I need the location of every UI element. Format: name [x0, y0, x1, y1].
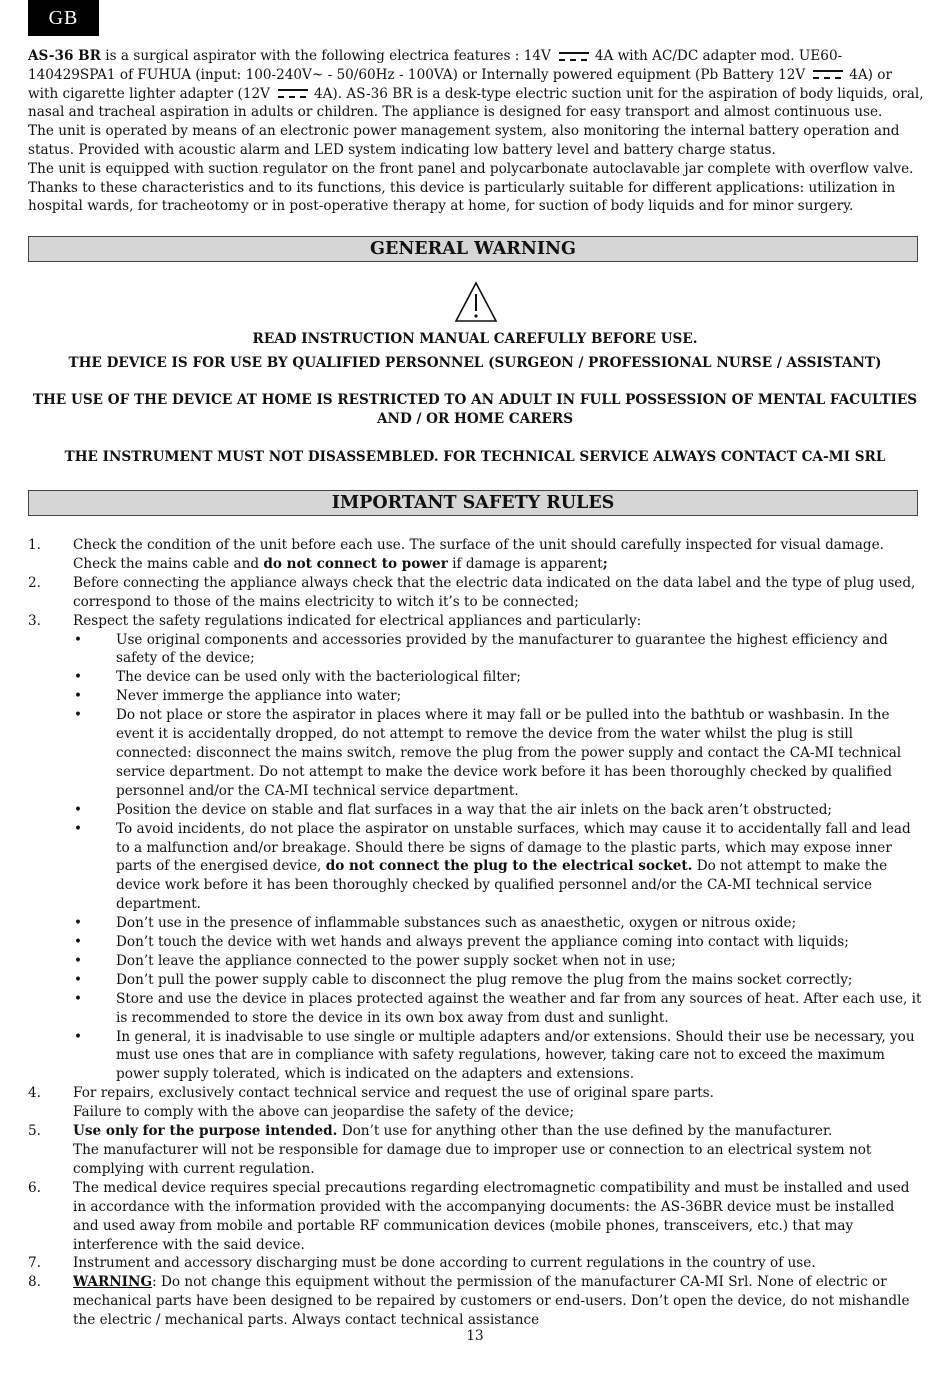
list-item: • Don’t use in the presence of inflammable substances such as anaesthetic, oxygen or nitrous oxide; [73, 914, 923, 933]
warning-line-manual: READ INSTRUCTION MANUAL CAREFULLY BEFORE USE. [252, 331, 698, 347]
intro-text: 4A) or with cigarette lighter adapter (12V [28, 66, 892, 102]
rule-text: Instrument and accessory discharging must be done according to current regulations in the country of use. [73, 1255, 816, 1272]
rule-text: Before connecting the appliance always check that the electric data indicated on the data label and the type of plug used, correspond to those of the mains electricity to witch it’s to be connected; [73, 574, 916, 610]
dc-symbol-icon [813, 70, 843, 80]
bullet-list [73, 631, 923, 1085]
rule-number: 1. [28, 537, 41, 553]
intro-text: 4A with AC/DC adapter mod. UE60-140429SPA1 of FUHUA (input: 100-240V~ - 50/60Hz - 100VA) or Internally powered equipment (Pb Battery 12V [28, 48, 843, 83]
warning-triangle-icon [454, 281, 498, 323]
intro-section [28, 47, 924, 216]
warning-label: WARNING [73, 1274, 153, 1291]
intro-text: is a surgical aspirator with the following electrica features : 14V [100, 48, 551, 64]
dc-symbol-icon [559, 52, 589, 62]
rule-text: WARNING: Do not change this equipment without the permission of the manufacturer CA-MI Srl. None of electric or mechanical parts have been designed to be repaired by customers or end-users. Don’t open the device, do not mishandle the electric / mechanical parts. Always contact technical assistance [73, 1274, 910, 1329]
rule-text: Respect the safety regulations indicated for electrical appliances and particularly: [73, 612, 642, 629]
warning-line-personnel: THE DEVICE IS FOR USE BY QUALIFIED PERSONNEL (SURGEON / PROFESSIONAL NURSE / ASSISTANT) [68, 355, 882, 371]
dc-symbol-icon [278, 89, 308, 99]
safety-rules-list [28, 536, 923, 1330]
rule-item [28, 1179, 923, 1255]
list-item: • Never immerge the appliance into water; [73, 687, 923, 706]
list-item: • Store and use the device in places protected against the weather and far from any sources of heat. After each use, it is recommended to store the device in its own box away from dust and sunlight. [73, 990, 923, 1028]
intro-paragraph-1 [28, 47, 924, 122]
intro-text: 4A). AS-36 BR is a desk-type electric suction unit for the aspiration of body liquids, oral, nasal and tracheal aspiration in adults or children. The appliance is designed for easy transport and almost continuous use. [28, 85, 924, 121]
page-number: 13 [466, 1328, 484, 1344]
intro-paragraph-2: The unit is operated by means of an electronic power management system, also monitoring the internal battery operation and status. Provided with acoustic alarm and LED system indicating low battery level and battery charge status. [28, 123, 900, 158]
rule-text: Check the mains cable and do not connect to power if damage is apparent; [73, 555, 608, 572]
list-item: • Do not place or store the aspirator in places where it may fall or be pulled into the bathtub or washbasin. In the event it is accidentally dropped, do not attempt to remove the device from the water whilst the plug is still connected: disconnect the mains switch, remove the plug from the power supply and contact the CA-MI technical service department. Do not attempt to make the device work before it has been thoroughly checked by qualified personnel and/or the CA-MI technical service department. [73, 706, 923, 801]
rule-number: 7. [28, 1255, 41, 1272]
rule-text: The manufacturer will not be responsible for damage due to improper use or connection to an electrical system not complying with current regulation. [73, 1142, 872, 1177]
rule-text: The medical device requires special precautions regarding electromagnetic compatibility and must be installed and used in accordance with the information provided with the accompanying documents: the AS-36BR device must be installed and used away from mobile and portable RF communication devices (mobile phones, transceivers, etc.) that may interference with the said device. [73, 1179, 910, 1253]
list-item: • Don’t pull the power supply cable to disconnect the plug remove the plug from the mains socket correctly; [73, 971, 923, 990]
warning-line-disassembly: THE INSTRUMENT MUST NOT DISASSEMBLED. FOR TECHNICAL SERVICE ALWAYS CONTACT CA-MI SRL [64, 449, 886, 465]
language-tab: GB [28, 0, 99, 36]
rule-item [28, 1084, 923, 1122]
rule-number: 4. [28, 1085, 41, 1102]
general-warning-heading: GENERAL WARNING [28, 236, 918, 262]
rule-item [28, 574, 923, 612]
model-name: AS-36 BR [28, 48, 101, 64]
intro-paragraph-4: Thanks to these characteristics and to its functions, this device is particularly suitable for different applications: utilization in hospital wards, for tracheotomy or in post-operative therapy at home, for suction of body liquids and for minor surgery. [28, 179, 896, 215]
rule-text: Use only for the purpose intended. Don’t use for anything other than the use defined by the manufacturer. [73, 1123, 833, 1140]
list-item: • Don’t leave the appliance connected to the power supply socket when not in use; [73, 952, 923, 971]
rule-number: 2. [28, 574, 41, 591]
warning-line-home-use: THE USE OF THE DEVICE AT HOME IS RESTRICTED TO AN ADULT IN FULL POSSESSION OF MENTAL FACULTIES AND / OR HOME CARERS [32, 392, 918, 427]
rule-number: 5. [28, 1123, 41, 1140]
list-item: • Position the device on stable and flat surfaces in a way that the air inlets on the back aren’t obstructed; [73, 801, 923, 820]
rule-text: Failure to comply with the above can jeopardise the safety of the device; [73, 1104, 575, 1121]
rule-item [28, 612, 923, 1085]
rule-number: 3. [28, 612, 41, 629]
list-item: • The device can be used only with the bacteriological filter; [73, 668, 923, 687]
list-item: • To avoid incidents, do not place the aspirator on unstable surfaces, which may cause it to accidentally fall and lead to a malfunction and/or breakage. Should there be signs of damage to the plastic parts, which may expose inner parts of the energised device, do not connect the plug to the electrical socket. Do not attempt to make the device work before it has been thoroughly checked by qualified personnel and/or the CA-MI technical service department. [73, 820, 923, 915]
rule-item [28, 1254, 923, 1273]
rule-item [28, 536, 923, 574]
intro-paragraph-3: The unit is equipped with suction regulator on the front panel and polycarbonate autoclavable jar complete with overflow valve. [28, 160, 914, 177]
rule-number: 6. [28, 1179, 41, 1196]
rule-item [28, 1273, 923, 1330]
list-item: • Don’t touch the device with wet hands and always prevent the appliance coming into contact with liquids; [73, 933, 923, 952]
safety-rules-heading: IMPORTANT SAFETY RULES [28, 490, 918, 516]
list-item: • In general, it is inadvisable to use single or multiple adapters and/or extensions. Should their use be necessary, you must use ones that are in compliance with safety regulations, however, taking care not to exceed the maximum power supply tolerated, which is indicated on the adapters and extensions. [73, 1028, 923, 1085]
rule-number: 8. [28, 1274, 41, 1291]
rule-text: For repairs, exclusively contact technical service and request the use of original spare parts. [73, 1085, 714, 1102]
list-item: • Use original components and accessories provided by the manufacturer to guarantee the highest efficiency and safety of the device; [73, 631, 923, 669]
rule-text: Check the condition of the unit before each use. The surface of the unit should carefully inspected for visual damage. [73, 537, 884, 553]
rule-item [28, 1122, 923, 1179]
